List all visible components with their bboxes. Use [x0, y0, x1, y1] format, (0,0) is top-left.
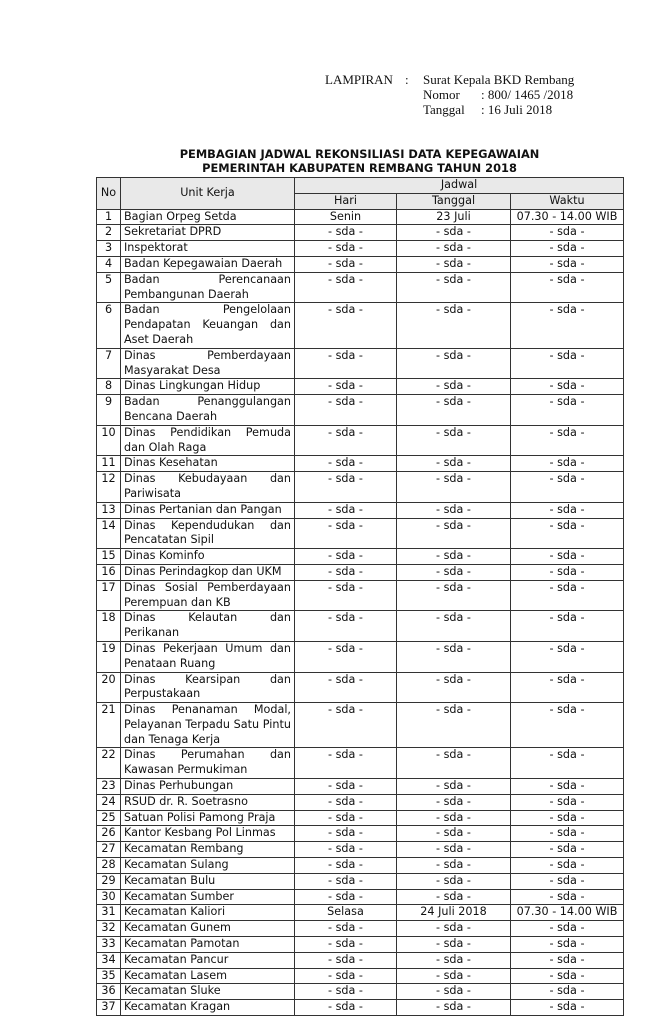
row-waktu: - sda - [511, 873, 624, 889]
header-waktu: Waktu [511, 193, 624, 209]
row-tanggal: 23 Juli [397, 209, 511, 225]
row-tanggal: - sda - [397, 518, 511, 549]
header-jadwal: Jadwal [295, 178, 624, 194]
row-waktu: - sda - [511, 256, 624, 272]
row-number: 18 [97, 611, 121, 642]
row-tanggal: - sda - [397, 672, 511, 703]
table-row [97, 472, 624, 503]
row-hari: - sda - [295, 348, 397, 379]
table-row [97, 611, 624, 642]
unit-name: Badan Perencanaan Pembangunan Daerah [121, 272, 295, 303]
row-number: 25 [97, 810, 121, 826]
row-waktu: - sda - [511, 810, 624, 826]
row-tanggal: - sda - [397, 549, 511, 565]
table-row [97, 826, 624, 842]
table-row [97, 858, 624, 874]
row-number: 15 [97, 549, 121, 565]
row-number: 12 [97, 472, 121, 503]
title-line-2: PEMERINTAH KABUPATEN REMBANG TAHUN 2018 [202, 161, 517, 175]
row-tanggal: - sda - [397, 952, 511, 968]
row-number: 31 [97, 905, 121, 921]
row-waktu: - sda - [511, 703, 624, 748]
row-tanggal: - sda - [397, 937, 511, 953]
row-hari: - sda - [295, 703, 397, 748]
row-hari: - sda - [295, 984, 397, 1000]
row-hari: - sda - [295, 672, 397, 703]
row-tanggal: - sda - [397, 873, 511, 889]
row-number: 6 [97, 303, 121, 348]
row-tanggal: - sda - [397, 379, 511, 395]
row-hari: Selasa [295, 905, 397, 921]
row-tanggal: - sda - [397, 272, 511, 303]
row-number: 37 [97, 1000, 121, 1016]
row-hari: - sda - [295, 794, 397, 810]
table-row [97, 905, 624, 921]
row-number: 29 [97, 873, 121, 889]
row-number: 30 [97, 889, 121, 905]
unit-name: Dinas Kesehatan [121, 456, 295, 472]
table-row [97, 952, 624, 968]
table-row [97, 241, 624, 257]
row-tanggal: - sda - [397, 968, 511, 984]
attachment-reference [325, 72, 574, 117]
row-hari: - sda - [295, 641, 397, 672]
row-hari: - sda - [295, 1000, 397, 1016]
table-row [97, 937, 624, 953]
row-number: 7 [97, 348, 121, 379]
row-tanggal: - sda - [397, 858, 511, 874]
header-no: No [97, 178, 121, 210]
table-row [97, 425, 624, 456]
unit-name: Dinas Perhubungan [121, 779, 295, 795]
table-row [97, 779, 624, 795]
row-waktu: - sda - [511, 858, 624, 874]
row-tanggal: - sda - [397, 889, 511, 905]
table-row [97, 873, 624, 889]
row-hari: - sda - [295, 272, 397, 303]
row-tanggal: - sda - [397, 703, 511, 748]
nomor-value: : 800/ 1465 /2018 [481, 87, 574, 102]
unit-name: Bagian Orpeg Setda [121, 209, 295, 225]
row-waktu: - sda - [511, 564, 624, 580]
row-number: 10 [97, 425, 121, 456]
row-hari: - sda - [295, 937, 397, 953]
row-hari: - sda - [295, 379, 397, 395]
table-row [97, 272, 624, 303]
row-waktu: 07.30 - 14.00 WIB [511, 905, 624, 921]
row-waktu: 07.30 - 14.00 WIB [511, 209, 624, 225]
row-tanggal: 24 Juli 2018 [397, 905, 511, 921]
row-waktu: - sda - [511, 225, 624, 241]
row-hari: - sda - [295, 873, 397, 889]
unit-name: Badan Penanggulangan Bencana Daerah [121, 395, 295, 426]
row-number: 32 [97, 921, 121, 937]
row-tanggal: - sda - [397, 826, 511, 842]
row-hari: - sda - [295, 580, 397, 611]
unit-name: Dinas Kearsipan dan Perpustakaan [121, 672, 295, 703]
row-number: 36 [97, 984, 121, 1000]
unit-name: Dinas Perindagkop dan UKM [121, 564, 295, 580]
schedule-rows [97, 209, 624, 1015]
row-tanggal: - sda - [397, 395, 511, 426]
title-line-1: PEMBAGIAN JADWAL REKONSILIASI DATA KEPEGAWAIAN [179, 147, 540, 161]
row-number: 33 [97, 937, 121, 953]
unit-name: Kecamatan Rembang [121, 842, 295, 858]
row-hari: - sda - [295, 826, 397, 842]
row-number: 17 [97, 580, 121, 611]
unit-name: Kecamatan Gunem [121, 921, 295, 937]
table-row [97, 303, 624, 348]
row-number: 5 [97, 272, 121, 303]
nomor-label: Nomor [423, 87, 460, 102]
header-tanggal: Tanggal [397, 193, 511, 209]
unit-name: Dinas Pekerjaan Umum dan Penataan Ruang [121, 641, 295, 672]
unit-name: Kecamatan Kaliori [121, 905, 295, 921]
row-tanggal: - sda - [397, 984, 511, 1000]
unit-name: RSUD dr. R. Soetrasno [121, 794, 295, 810]
row-tanggal: - sda - [397, 348, 511, 379]
row-hari: - sda - [295, 241, 397, 257]
row-waktu: - sda - [511, 348, 624, 379]
unit-name: Kecamatan Pancur [121, 952, 295, 968]
row-hari: - sda - [295, 256, 397, 272]
row-tanggal: - sda - [397, 842, 511, 858]
row-number: 11 [97, 456, 121, 472]
row-number: 3 [97, 241, 121, 257]
row-waktu: - sda - [511, 472, 624, 503]
table-row [97, 518, 624, 549]
row-hari: - sda - [295, 518, 397, 549]
tanggal-value: : 16 Juli 2018 [481, 102, 553, 117]
unit-name: Dinas Pendidikan Pemuda dan Olah Raga [121, 425, 295, 456]
row-tanggal: - sda - [397, 641, 511, 672]
row-waktu: - sda - [511, 794, 624, 810]
row-waktu: - sda - [511, 379, 624, 395]
row-number: 34 [97, 952, 121, 968]
unit-name: Kecamatan Sulang [121, 858, 295, 874]
row-number: 22 [97, 748, 121, 779]
row-hari: - sda - [295, 395, 397, 426]
table-row [97, 842, 624, 858]
table-row [97, 794, 624, 810]
table-row [97, 395, 624, 426]
unit-name: Kecamatan Lasem [121, 968, 295, 984]
row-waktu: - sda - [511, 937, 624, 953]
row-number: 26 [97, 826, 121, 842]
row-waktu: - sda - [511, 921, 624, 937]
row-number: 1 [97, 209, 121, 225]
table-row [97, 225, 624, 241]
table-row [97, 379, 624, 395]
row-hari: - sda - [295, 303, 397, 348]
row-hari: - sda - [295, 549, 397, 565]
row-hari: - sda - [295, 564, 397, 580]
unit-name: Dinas Pemberdayaan Masyarakat Desa [121, 348, 295, 379]
row-waktu: - sda - [511, 1000, 624, 1016]
row-waktu: - sda - [511, 889, 624, 905]
row-waktu: - sda - [511, 241, 624, 257]
row-waktu: - sda - [511, 952, 624, 968]
unit-name: Badan Kepegawaian Daerah [121, 256, 295, 272]
row-hari: - sda - [295, 748, 397, 779]
row-tanggal: - sda - [397, 921, 511, 937]
row-tanggal: - sda - [397, 748, 511, 779]
letter-title: Surat Kepala BKD Rembang [423, 72, 575, 87]
row-number: 24 [97, 794, 121, 810]
unit-name: Dinas Lingkungan Hidup [121, 379, 295, 395]
table-row [97, 641, 624, 672]
row-hari: - sda - [295, 858, 397, 874]
row-waktu: - sda - [511, 456, 624, 472]
row-tanggal: - sda - [397, 502, 511, 518]
row-tanggal: - sda - [397, 225, 511, 241]
row-number: 9 [97, 395, 121, 426]
unit-name: Kecamatan Sumber [121, 889, 295, 905]
unit-name: Badan Pengelolaan Pendapatan Keuangan dan Aset Daerah [121, 303, 295, 348]
row-number: 13 [97, 502, 121, 518]
row-waktu: - sda - [511, 272, 624, 303]
row-tanggal: - sda - [397, 794, 511, 810]
unit-name: Dinas Kelautan dan Perikanan [121, 611, 295, 642]
row-hari: - sda - [295, 425, 397, 456]
row-hari: - sda - [295, 225, 397, 241]
unit-name: Dinas Kebudayaan dan Pariwisata [121, 472, 295, 503]
row-hari: - sda - [295, 889, 397, 905]
tanggal-label: Tanggal [423, 102, 465, 117]
row-waktu: - sda - [511, 641, 624, 672]
unit-name: Dinas Perumahan dan Kawasan Permukiman [121, 748, 295, 779]
table-row [97, 921, 624, 937]
unit-name: Kecamatan Pamotan [121, 937, 295, 953]
row-waktu: - sda - [511, 748, 624, 779]
row-tanggal: - sda - [397, 241, 511, 257]
table-row [97, 748, 624, 779]
row-tanggal: - sda - [397, 425, 511, 456]
schedule-table [96, 177, 624, 1016]
table-row [97, 456, 624, 472]
unit-name: Satuan Polisi Pamong Praja [121, 810, 295, 826]
document-title [96, 147, 623, 175]
unit-name: Kecamatan Kragan [121, 1000, 295, 1016]
table-row [97, 889, 624, 905]
row-waktu: - sda - [511, 968, 624, 984]
row-hari: - sda - [295, 842, 397, 858]
row-hari: - sda - [295, 921, 397, 937]
row-waktu: - sda - [511, 395, 624, 426]
table-row [97, 672, 624, 703]
row-number: 16 [97, 564, 121, 580]
row-tanggal: - sda - [397, 472, 511, 503]
row-number: 20 [97, 672, 121, 703]
table-row [97, 348, 624, 379]
row-waktu: - sda - [511, 549, 624, 565]
row-number: 19 [97, 641, 121, 672]
unit-name: Kecamatan Bulu [121, 873, 295, 889]
unit-name: Inspektorat [121, 241, 295, 257]
row-waktu: - sda - [511, 611, 624, 642]
row-hari: - sda - [295, 952, 397, 968]
table-row [97, 580, 624, 611]
row-tanggal: - sda - [397, 564, 511, 580]
row-waktu: - sda - [511, 425, 624, 456]
row-number: 2 [97, 225, 121, 241]
table-row [97, 549, 624, 565]
row-number: 23 [97, 779, 121, 795]
lampiran-label: LAMPIRAN [325, 72, 393, 87]
row-hari: - sda - [295, 472, 397, 503]
row-tanggal: - sda - [397, 810, 511, 826]
row-tanggal: - sda - [397, 303, 511, 348]
row-waktu: - sda - [511, 826, 624, 842]
row-waktu: - sda - [511, 842, 624, 858]
row-tanggal: - sda - [397, 779, 511, 795]
row-tanggal: - sda - [397, 1000, 511, 1016]
unit-name: Sekretariat DPRD [121, 225, 295, 241]
row-tanggal: - sda - [397, 256, 511, 272]
row-waktu: - sda - [511, 303, 624, 348]
row-number: 28 [97, 858, 121, 874]
row-waktu: - sda - [511, 779, 624, 795]
table-row [97, 256, 624, 272]
table-row [97, 968, 624, 984]
unit-name: Kecamatan Sluke [121, 984, 295, 1000]
row-number: 8 [97, 379, 121, 395]
unit-name: Dinas Kependudukan dan Pencatatan Sipil [121, 518, 295, 549]
row-number: 14 [97, 518, 121, 549]
row-waktu: - sda - [511, 502, 624, 518]
row-waktu: - sda - [511, 984, 624, 1000]
row-waktu: - sda - [511, 580, 624, 611]
header-unit: Unit Kerja [121, 178, 295, 210]
row-hari: - sda - [295, 810, 397, 826]
unit-name: Dinas Kominfo [121, 549, 295, 565]
table-row [97, 703, 624, 748]
table-row [97, 984, 624, 1000]
row-tanggal: - sda - [397, 611, 511, 642]
row-number: 35 [97, 968, 121, 984]
row-waktu: - sda - [511, 518, 624, 549]
row-hari: - sda - [295, 456, 397, 472]
table-row [97, 1000, 624, 1016]
row-number: 21 [97, 703, 121, 748]
unit-name: Dinas Sosial Pemberdayaan Perempuan dan KB [121, 580, 295, 611]
row-hari: - sda - [295, 502, 397, 518]
table-row [97, 209, 624, 225]
row-hari: - sda - [295, 968, 397, 984]
unit-name: Dinas Pertanian dan Pangan [121, 502, 295, 518]
row-number: 27 [97, 842, 121, 858]
row-number: 4 [97, 256, 121, 272]
row-tanggal: - sda - [397, 456, 511, 472]
table-row [97, 810, 624, 826]
row-tanggal: - sda - [397, 580, 511, 611]
row-hari: - sda - [295, 779, 397, 795]
unit-name: Kantor Kesbang Pol Linmas [121, 826, 295, 842]
lampiran-colon: : [405, 72, 409, 87]
row-hari: Senin [295, 209, 397, 225]
table-row [97, 564, 624, 580]
table-row [97, 502, 624, 518]
header-hari: Hari [295, 193, 397, 209]
row-waktu: - sda - [511, 672, 624, 703]
unit-name: Dinas Penanaman Modal, Pelayanan Terpadu Satu Pintu dan Tenaga Kerja [121, 703, 295, 748]
row-hari: - sda - [295, 611, 397, 642]
